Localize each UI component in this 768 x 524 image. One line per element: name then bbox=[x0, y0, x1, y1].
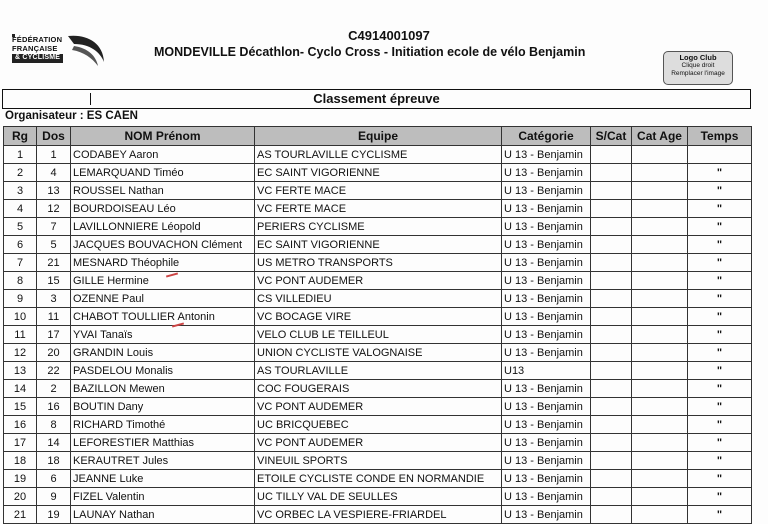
cell-scat bbox=[591, 506, 632, 524]
cell-cat: U 13 - Benjamin bbox=[502, 380, 591, 398]
col-rg: Rg bbox=[4, 127, 37, 146]
cell-rg: 10 bbox=[4, 308, 37, 326]
logo-club-title: Logo Club bbox=[679, 53, 717, 62]
cell-catage bbox=[632, 254, 688, 272]
cell-scat bbox=[591, 416, 632, 434]
cell-dos: 15 bbox=[37, 272, 71, 290]
cell-nom: BOUTIN Dany bbox=[71, 398, 255, 416]
cell-catage bbox=[632, 434, 688, 452]
cell-catage bbox=[632, 236, 688, 254]
cell-rg: 7 bbox=[4, 254, 37, 272]
cell-rg: 20 bbox=[4, 488, 37, 506]
cell-equipe: VC FERTE MACE bbox=[255, 200, 502, 218]
cell-temps: " bbox=[688, 308, 752, 326]
cell-temps: " bbox=[688, 344, 752, 362]
col-scat: S/Cat bbox=[591, 127, 632, 146]
cell-scat bbox=[591, 200, 632, 218]
table-row bbox=[4, 398, 752, 416]
cell-equipe: PERIERS CYCLISME bbox=[255, 218, 502, 236]
cell-rg: 14 bbox=[4, 380, 37, 398]
cell-catage bbox=[632, 380, 688, 398]
cell-catage bbox=[632, 344, 688, 362]
federation-logo-text: FÉDÉRATION FRANÇAISE & CYCLISME bbox=[12, 35, 63, 61]
cell-cat: U 13 - Benjamin bbox=[502, 218, 591, 236]
cell-nom: LAVILLONNIERE Léopold bbox=[71, 218, 255, 236]
cell-cat: U13 bbox=[502, 362, 591, 380]
cell-equipe: VC FERTE MACE bbox=[255, 182, 502, 200]
cell-scat bbox=[591, 452, 632, 470]
cell-scat bbox=[591, 236, 632, 254]
cell-equipe: EC SAINT VIGORIENNE bbox=[255, 164, 502, 182]
cell-cat: U 13 - Benjamin bbox=[502, 398, 591, 416]
table-row bbox=[4, 506, 752, 524]
cell-catage bbox=[632, 362, 688, 380]
cell-temps: " bbox=[688, 218, 752, 236]
cell-catage bbox=[632, 506, 688, 524]
cell-rg: 5 bbox=[4, 218, 37, 236]
logo-club-line2: Remplacer l'image bbox=[671, 70, 725, 77]
table-row bbox=[4, 380, 752, 398]
header-row bbox=[4, 127, 752, 146]
cell-nom: FIZEL Valentin bbox=[71, 488, 255, 506]
cell-equipe: ETOILE CYCLISTE CONDE EN NORMANDIE bbox=[255, 470, 502, 488]
cell-equipe: US METRO TRANSPORTS bbox=[255, 254, 502, 272]
cell-nom: GILLE Hermine bbox=[71, 272, 255, 290]
cell-cat: U 13 - Benjamin bbox=[502, 308, 591, 326]
cell-catage bbox=[632, 452, 688, 470]
cell-dos: 7 bbox=[37, 218, 71, 236]
cell-scat bbox=[591, 380, 632, 398]
col-temps: Temps bbox=[688, 127, 752, 146]
cell-equipe: CS VILLEDIEU bbox=[255, 290, 502, 308]
cell-equipe: EC SAINT VIGORIENNE bbox=[255, 236, 502, 254]
cell-catage bbox=[632, 182, 688, 200]
cell-temps: " bbox=[688, 506, 752, 524]
cell-temps: " bbox=[688, 362, 752, 380]
cell-cat: U 13 - Benjamin bbox=[502, 200, 591, 218]
cell-dos: 1 bbox=[37, 146, 71, 164]
results-table bbox=[3, 126, 752, 524]
cell-nom: LAUNAY Nathan bbox=[71, 506, 255, 524]
table-row bbox=[4, 218, 752, 236]
cell-temps: " bbox=[688, 164, 752, 182]
col-categorie: Catégorie bbox=[502, 127, 591, 146]
cell-equipe: COC FOUGERAIS bbox=[255, 380, 502, 398]
table-row bbox=[4, 434, 752, 452]
cell-catage bbox=[632, 200, 688, 218]
cell-equipe: UC BRICQUEBEC bbox=[255, 416, 502, 434]
col-catage: Cat Age bbox=[632, 127, 688, 146]
cell-cat: U 13 - Benjamin bbox=[502, 506, 591, 524]
cell-temps: " bbox=[688, 416, 752, 434]
cell-nom: BAZILLON Mewen bbox=[71, 380, 255, 398]
cell-rg: 2 bbox=[4, 164, 37, 182]
cell-cat: U 13 - Benjamin bbox=[502, 470, 591, 488]
table-row bbox=[4, 416, 752, 434]
table-row bbox=[4, 488, 752, 506]
cell-nom: ROUSSEL Nathan bbox=[71, 182, 255, 200]
cell-scat bbox=[591, 434, 632, 452]
cell-rg: 4 bbox=[4, 200, 37, 218]
table-row bbox=[4, 200, 752, 218]
cell-cat: U 13 - Benjamin bbox=[502, 254, 591, 272]
cell-temps: " bbox=[688, 236, 752, 254]
cell-cat: U 13 - Benjamin bbox=[502, 488, 591, 506]
table-row bbox=[4, 254, 752, 272]
table-row bbox=[4, 146, 752, 164]
cell-catage bbox=[632, 290, 688, 308]
cell-temps: " bbox=[688, 470, 752, 488]
cell-cat: U 13 - Benjamin bbox=[502, 272, 591, 290]
race-title: MONDEVILLE Décathlon- Cyclo Cross - Initiation ecole de vélo Benjamin bbox=[154, 45, 586, 59]
col-nom: NOM Prénom bbox=[71, 127, 255, 146]
cell-rg: 11 bbox=[4, 326, 37, 344]
cell-nom: LEMARQUAND Timéo bbox=[71, 164, 255, 182]
cell-rg: 8 bbox=[4, 272, 37, 290]
table-row bbox=[4, 470, 752, 488]
logo-club-placeholder[interactable] bbox=[663, 51, 733, 85]
cell-rg: 13 bbox=[4, 362, 37, 380]
cell-equipe: VINEUIL SPORTS bbox=[255, 452, 502, 470]
table-row bbox=[4, 236, 752, 254]
cell-catage bbox=[632, 326, 688, 344]
cell-equipe: AS TOURLAVILLE CYCLISME bbox=[255, 146, 502, 164]
table-row bbox=[4, 344, 752, 362]
cell-rg: 12 bbox=[4, 344, 37, 362]
cell-nom: OZENNE Paul bbox=[71, 290, 255, 308]
cell-equipe: UNION CYCLISTE VALOGNAISE bbox=[255, 344, 502, 362]
cell-rg: 6 bbox=[4, 236, 37, 254]
cell-cat: U 13 - Benjamin bbox=[502, 326, 591, 344]
cell-equipe: VELO CLUB LE TEILLEUL bbox=[255, 326, 502, 344]
cell-rg: 21 bbox=[4, 506, 37, 524]
cell-scat bbox=[591, 146, 632, 164]
cell-nom: JEANNE Luke bbox=[71, 470, 255, 488]
cell-scat bbox=[591, 218, 632, 236]
cell-dos: 3 bbox=[37, 290, 71, 308]
cell-cat: U 13 - Benjamin bbox=[502, 164, 591, 182]
cell-rg: 1 bbox=[4, 146, 37, 164]
table-row bbox=[4, 308, 752, 326]
cell-scat bbox=[591, 290, 632, 308]
cell-temps: " bbox=[688, 488, 752, 506]
cell-cat: U 13 - Benjamin bbox=[502, 182, 591, 200]
cell-catage bbox=[632, 308, 688, 326]
cell-equipe: UC TILLY VAL DE SEULLES bbox=[255, 488, 502, 506]
cell-dos: 12 bbox=[37, 200, 71, 218]
cell-rg: 9 bbox=[4, 290, 37, 308]
cell-nom: LEFORESTIER Matthias bbox=[71, 434, 255, 452]
cell-catage bbox=[632, 470, 688, 488]
cell-dos: 5 bbox=[37, 236, 71, 254]
cell-catage bbox=[632, 218, 688, 236]
cell-cat: U 13 - Benjamin bbox=[502, 416, 591, 434]
cell-nom: CHABOT TOULLIER Antonin bbox=[71, 308, 255, 326]
cell-catage bbox=[632, 416, 688, 434]
race-id: C4914001097 bbox=[348, 28, 430, 43]
col-equipe: Equipe bbox=[255, 127, 502, 146]
cell-dos: 8 bbox=[37, 416, 71, 434]
cell-catage bbox=[632, 398, 688, 416]
cell-temps: " bbox=[688, 380, 752, 398]
cell-dos: 13 bbox=[37, 182, 71, 200]
cell-rg: 18 bbox=[4, 452, 37, 470]
table-row bbox=[4, 164, 752, 182]
cell-dos: 22 bbox=[37, 362, 71, 380]
table-row bbox=[4, 182, 752, 200]
cell-dos: 20 bbox=[37, 344, 71, 362]
cell-dos: 16 bbox=[37, 398, 71, 416]
cell-temps: " bbox=[688, 452, 752, 470]
cell-equipe: VC ORBEC LA VESPIERE-FRIARDEL bbox=[255, 506, 502, 524]
classement-banner: Classement épreuve bbox=[2, 89, 751, 109]
cell-temps: " bbox=[688, 182, 752, 200]
cell-temps: " bbox=[688, 434, 752, 452]
cell-nom: PASDELOU Monalis bbox=[71, 362, 255, 380]
cell-scat bbox=[591, 254, 632, 272]
cell-equipe: VC PONT AUDEMER bbox=[255, 434, 502, 452]
table-row bbox=[4, 290, 752, 308]
cell-rg: 15 bbox=[4, 398, 37, 416]
cell-catage bbox=[632, 272, 688, 290]
table-row bbox=[4, 362, 752, 380]
cell-rg: 19 bbox=[4, 470, 37, 488]
cell-temps: " bbox=[688, 254, 752, 272]
cell-catage bbox=[632, 488, 688, 506]
cell-cat: U 13 - Benjamin bbox=[502, 344, 591, 362]
cell-dos: 4 bbox=[37, 164, 71, 182]
cell-nom: JACQUES BOUVACHON Clément bbox=[71, 236, 255, 254]
cell-scat bbox=[591, 272, 632, 290]
cell-cat: U 13 - Benjamin bbox=[502, 434, 591, 452]
cell-nom: CODABEY Aaron bbox=[71, 146, 255, 164]
cell-dos: 21 bbox=[37, 254, 71, 272]
cell-temps: " bbox=[688, 398, 752, 416]
cell-temps: " bbox=[688, 200, 752, 218]
text-cursor bbox=[90, 93, 91, 105]
cell-nom: MESNARD Théophile bbox=[71, 254, 255, 272]
table-row bbox=[4, 326, 752, 344]
col-dos: Dos bbox=[37, 127, 71, 146]
cell-dos: 9 bbox=[37, 488, 71, 506]
cell-scat bbox=[591, 362, 632, 380]
cell-nom: YVAI Tanaïs bbox=[71, 326, 255, 344]
cell-scat bbox=[591, 308, 632, 326]
cell-cat: U 13 - Benjamin bbox=[502, 236, 591, 254]
logo-club-line1: Clique droit bbox=[681, 62, 715, 69]
cell-rg: 16 bbox=[4, 416, 37, 434]
cell-temps: " bbox=[688, 326, 752, 344]
cell-nom: GRANDIN Louis bbox=[71, 344, 255, 362]
cell-dos: 17 bbox=[37, 326, 71, 344]
cell-scat bbox=[591, 470, 632, 488]
cell-nom: BOURDOISEAU Léo bbox=[71, 200, 255, 218]
cell-scat bbox=[591, 344, 632, 362]
cell-catage bbox=[632, 164, 688, 182]
cell-dos: 2 bbox=[37, 380, 71, 398]
cell-dos: 11 bbox=[37, 308, 71, 326]
cell-equipe: VC PONT AUDEMER bbox=[255, 272, 502, 290]
cell-dos: 18 bbox=[37, 452, 71, 470]
cell-nom: KERAUTRET Jules bbox=[71, 452, 255, 470]
cell-rg: 3 bbox=[4, 182, 37, 200]
cell-temps: " bbox=[688, 290, 752, 308]
cell-scat bbox=[591, 488, 632, 506]
cell-cat: U 13 - Benjamin bbox=[502, 290, 591, 308]
cell-scat bbox=[591, 164, 632, 182]
cell-temps: " bbox=[688, 272, 752, 290]
cell-cat: U 13 - Benjamin bbox=[502, 452, 591, 470]
table-row bbox=[4, 452, 752, 470]
cell-nom: RICHARD Timothé bbox=[71, 416, 255, 434]
cell-catage bbox=[632, 146, 688, 164]
cell-temps bbox=[688, 146, 752, 164]
cell-equipe: VC BOCAGE VIRE bbox=[255, 308, 502, 326]
cell-dos: 6 bbox=[37, 470, 71, 488]
table-row bbox=[4, 272, 752, 290]
cell-equipe: VC PONT AUDEMER bbox=[255, 398, 502, 416]
cell-rg: 17 bbox=[4, 434, 37, 452]
cell-scat bbox=[591, 326, 632, 344]
cell-equipe: AS TOURLAVILLE bbox=[255, 362, 502, 380]
cell-scat bbox=[591, 398, 632, 416]
cell-dos: 14 bbox=[37, 434, 71, 452]
organisateur: Organisateur : ES CAEN bbox=[5, 110, 138, 122]
cell-dos: 19 bbox=[37, 506, 71, 524]
cell-cat: U 13 - Benjamin bbox=[502, 146, 591, 164]
cell-scat bbox=[591, 182, 632, 200]
